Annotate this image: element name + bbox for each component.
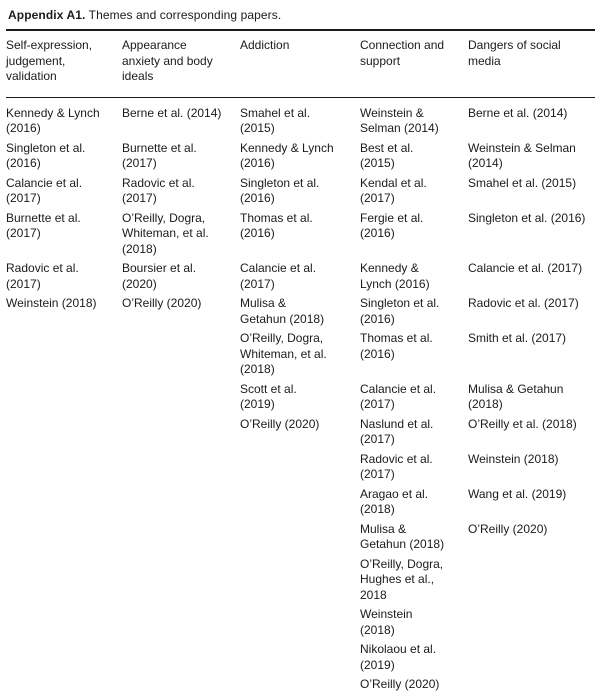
citation-cell xyxy=(122,677,240,692)
caption-label: Appendix A1. xyxy=(8,8,86,22)
themes-table-wrap xyxy=(6,29,595,692)
citation-cell xyxy=(6,487,122,522)
table-row xyxy=(6,522,595,557)
citation-cell xyxy=(122,452,240,487)
citation-cell: O’Reilly, Dogra, Whiteman, et al. (2018) xyxy=(122,210,209,256)
table-row xyxy=(6,176,595,211)
citation-cell xyxy=(240,557,360,608)
column-header-self-expression: Self-expression, judgement, validation xyxy=(6,31,122,97)
table-body xyxy=(6,97,595,692)
citation-cell: Weinstein & Selman (2014) xyxy=(468,140,576,170)
table-row xyxy=(6,452,595,487)
citation-cell: Kennedy & Lynch (2016) xyxy=(360,261,430,291)
table-row xyxy=(6,141,595,176)
table-row xyxy=(6,417,595,452)
citation-cell: Smahel et al. (2015) xyxy=(240,105,311,135)
citation-cell xyxy=(240,487,360,522)
citation-cell: Weinstein (2018) xyxy=(6,296,97,310)
citation-cell xyxy=(122,487,240,522)
citation-cell: Fergie et al. (2016) xyxy=(360,210,424,240)
table-row xyxy=(6,677,595,692)
citation-cell: Radovic et al. (2017) xyxy=(360,451,433,481)
citation-cell: Calancie et al. (2017) xyxy=(468,261,583,275)
citation-cell: Best et al. (2015) xyxy=(360,140,414,170)
citation-cell: Radovic et al. (2017) xyxy=(122,175,195,205)
citation-cell: Smahel et al. (2015) xyxy=(468,175,577,190)
table-row xyxy=(6,97,595,141)
column-header-appearance-anxiety: Appearance anxiety and body ideals xyxy=(122,31,240,97)
citation-cell: Singleton et al. (2016) xyxy=(6,140,86,170)
citation-cell: Scott et al. (2019) xyxy=(240,381,297,411)
citation-cell xyxy=(468,607,595,642)
citation-cell: Boursier et al. (2020) xyxy=(122,261,197,291)
citation-cell xyxy=(122,331,240,382)
citation-cell xyxy=(468,677,595,692)
caption-text: Themes and corresponding papers. xyxy=(85,8,282,22)
citation-cell: Thomas et al. (2016) xyxy=(360,331,433,361)
citation-cell: O’Reilly, Dogra, Hughes et al., 2018 xyxy=(360,556,444,602)
table-row xyxy=(6,487,595,522)
themes-table xyxy=(6,31,595,692)
citation-cell xyxy=(6,382,122,417)
citation-cell xyxy=(6,522,122,557)
citation-cell xyxy=(6,331,122,382)
table-row xyxy=(6,261,595,296)
citation-cell: Nikolaou et al. (2019) xyxy=(360,642,437,672)
citation-cell xyxy=(6,452,122,487)
citation-cell: Kennedy & Lynch (2016) xyxy=(240,140,334,170)
citation-cell: Kennedy & Lynch (2016) xyxy=(6,105,100,135)
citation-cell: Singleton et al. (2016) xyxy=(240,175,320,205)
column-header-addiction: Addiction xyxy=(240,31,360,97)
header-row xyxy=(6,31,595,97)
citation-cell: Mulisa & Getahun (2018) xyxy=(360,521,445,551)
table-row xyxy=(6,642,595,677)
citation-cell: Calancie et al. (2017) xyxy=(360,381,437,411)
table-row xyxy=(6,211,595,262)
citation-cell: Calancie et al. (2017) xyxy=(240,261,317,291)
citation-cell: Singleton et al. (2016) xyxy=(360,296,440,326)
citation-cell xyxy=(6,557,122,608)
citation-cell: O’Reilly (2020) xyxy=(240,416,320,431)
citation-cell xyxy=(122,607,240,642)
citation-cell xyxy=(122,522,240,557)
citation-cell xyxy=(468,557,595,608)
citation-cell xyxy=(122,417,240,452)
citation-cell: Burnette et al. (2017) xyxy=(122,140,197,170)
citation-cell: Wang et al. (2019) xyxy=(468,486,567,501)
citation-cell: O’Reilly (2020) xyxy=(360,677,440,691)
citation-cell xyxy=(240,642,360,677)
citation-cell: Berne et al. (2014) xyxy=(122,105,222,120)
citation-cell xyxy=(122,382,240,417)
citation-cell xyxy=(122,557,240,608)
table-row xyxy=(6,607,595,642)
citation-cell: O’Reilly, Dogra, Whiteman, et al. (2018) xyxy=(240,331,327,376)
citation-cell: Mulisa & Getahun (2018) xyxy=(240,296,325,326)
citation-cell xyxy=(240,522,360,557)
column-header-dangers-social-media: Dangers of social media xyxy=(468,31,595,97)
citation-cell: Radovic et al. (2017) xyxy=(6,261,79,291)
citation-cell: Burnette et al. (2017) xyxy=(6,210,81,240)
table-caption xyxy=(6,5,595,29)
citation-cell: Kendal et al. (2017) xyxy=(360,175,427,205)
citation-cell xyxy=(240,607,360,642)
citation-cell: Weinstein & Selman (2014) xyxy=(360,105,439,135)
citation-cell xyxy=(240,452,360,487)
table-row xyxy=(6,557,595,608)
citation-cell: O’Reilly et al. (2018) xyxy=(468,416,577,431)
citation-cell: Weinstein (2018) xyxy=(468,451,559,466)
citation-cell: Singleton et al. (2016) xyxy=(468,210,586,225)
column-header-connection-support: Connection and support xyxy=(360,31,468,97)
table-row xyxy=(6,331,595,382)
citation-cell xyxy=(6,677,122,692)
citation-cell: Mulisa & Getahun (2018) xyxy=(468,381,564,411)
citation-cell xyxy=(6,607,122,642)
citation-cell: Radovic et al. (2017) xyxy=(468,296,579,310)
citation-cell: Weinstein (2018) xyxy=(360,607,413,637)
table-row xyxy=(6,382,595,417)
table-row xyxy=(6,296,595,331)
citation-cell: Calancie et al. (2017) xyxy=(6,175,83,205)
citation-cell xyxy=(468,642,595,677)
citation-cell xyxy=(6,417,122,452)
citation-cell: O’Reilly (2020) xyxy=(468,521,548,536)
citation-cell xyxy=(6,642,122,677)
citation-cell: Thomas et al. (2016) xyxy=(240,210,313,240)
citation-cell: O’Reilly (2020) xyxy=(122,296,202,310)
citation-cell xyxy=(240,677,360,692)
citation-cell: Naslund et al. (2017) xyxy=(360,416,434,446)
citation-cell: Berne et al. (2014) xyxy=(468,105,568,120)
citation-cell xyxy=(122,642,240,677)
citation-cell: Smith et al. (2017) xyxy=(468,331,567,345)
citation-cell: Aragao et al. (2018) xyxy=(360,486,429,516)
